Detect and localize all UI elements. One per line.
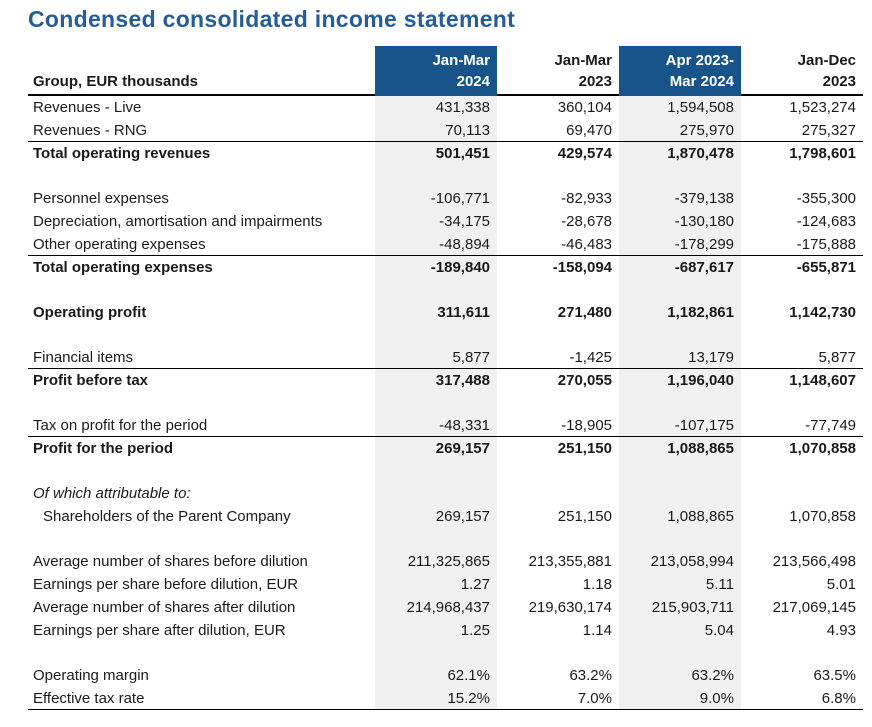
cell-jan-dec-2023: -655,871 [796, 259, 856, 276]
cell-jan-mar-2024: 269,157 [375, 505, 497, 528]
table-row [28, 392, 863, 414]
cell-jan-mar-2023: -18,905 [561, 416, 612, 434]
cell-jan-dec-2023 [741, 482, 863, 505]
cell-apr-2023-mar-2024: 275,970 [619, 119, 741, 141]
cell-jan-mar-2024: 214,968,437 [375, 596, 497, 619]
cell-apr-2023-mar-2024 [619, 392, 741, 414]
cell-apr-2023-mar-2024: 1,182,861 [619, 301, 741, 324]
column-header-line2: 2023 [578, 73, 612, 90]
cell-jan-dec-2023: 1,070,858 [789, 440, 856, 457]
cell-jan-dec-2023: -175,888 [796, 235, 856, 253]
cell-jan-mar-2023: 63.2% [569, 667, 612, 684]
table-row [28, 369, 863, 392]
cell-apr-2023-mar-2024: 1,088,865 [619, 437, 741, 460]
row-label [28, 528, 375, 550]
row-label: Revenues - Live [33, 99, 142, 116]
cell-jan-mar-2024: -106,771 [375, 187, 497, 210]
column-header-line2: 2023 [822, 73, 856, 90]
row-label: Profit for the period [33, 440, 173, 457]
table-row [28, 664, 863, 687]
cell-jan-mar-2024: 269,157 [375, 437, 497, 460]
row-label: Tax on profit for the period [33, 416, 208, 434]
cell-apr-2023-mar-2024: -379,138 [619, 187, 741, 210]
cell-jan-mar-2024: -34,175 [375, 210, 497, 233]
cell-jan-dec-2023 [741, 165, 863, 187]
column-header-jan-mar-2024 [375, 46, 497, 96]
row-label: Average number of shares before dilution [33, 553, 308, 570]
row-label: Revenues - RNG [33, 121, 148, 139]
cell-jan-mar-2024 [375, 279, 497, 301]
table-row [28, 142, 863, 165]
row-label: Total operating revenues [33, 145, 211, 162]
column-header-line1: Jan-Dec [797, 52, 856, 69]
row-label: Shareholders of the Parent Company [43, 508, 291, 525]
cell-apr-2023-mar-2024 [619, 642, 741, 664]
cell-jan-dec-2023: 6.8% [821, 689, 856, 707]
cell-jan-mar-2024: 317,488 [375, 369, 497, 392]
cell-jan-mar-2023 [497, 392, 619, 414]
cell-apr-2023-mar-2024 [619, 324, 741, 346]
row-label: Operating profit [33, 304, 147, 321]
cell-jan-mar-2023: 429,574 [557, 145, 612, 162]
cell-jan-dec-2023 [741, 324, 863, 346]
row-label [28, 279, 375, 301]
table-row [28, 437, 863, 460]
table-row [28, 687, 863, 710]
cell-apr-2023-mar-2024: 13,179 [619, 346, 741, 368]
corner-header-group-eur-thousands: Group, EUR thousands [33, 73, 198, 90]
cell-jan-mar-2024: 1.27 [375, 573, 497, 596]
cell-apr-2023-mar-2024 [619, 528, 741, 550]
row-label: Of which attributable to: [33, 485, 191, 502]
column-header-line1: Apr 2023- [665, 52, 734, 69]
table-row [28, 528, 863, 550]
table-row [28, 187, 863, 210]
cell-apr-2023-mar-2024: -687,617 [619, 256, 741, 279]
cell-jan-mar-2023: 69,470 [566, 121, 612, 139]
row-label: Average number of shares after dilution [33, 599, 296, 616]
row-label: Earnings per share after dilution, EUR [33, 622, 286, 639]
cell-jan-mar-2024 [375, 460, 497, 482]
cell-jan-mar-2024: 15.2% [375, 687, 497, 709]
cell-jan-mar-2023 [497, 324, 619, 346]
row-label [28, 392, 375, 414]
table-row [28, 596, 863, 619]
column-header-line1: Jan-Mar [432, 52, 490, 69]
cell-jan-dec-2023: 217,069,145 [772, 599, 856, 616]
table-row [28, 119, 863, 142]
row-label: Total operating expenses [33, 259, 213, 276]
cell-jan-mar-2024 [375, 165, 497, 187]
cell-apr-2023-mar-2024 [619, 279, 741, 301]
cell-jan-mar-2023: -158,094 [552, 259, 612, 276]
cell-jan-dec-2023: 5,877 [818, 348, 856, 366]
cell-apr-2023-mar-2024 [619, 460, 741, 482]
column-header-apr-2023-mar-2024 [619, 46, 741, 96]
cell-jan-mar-2024: -48,894 [375, 233, 497, 255]
cell-apr-2023-mar-2024: -178,299 [619, 233, 741, 255]
cell-jan-mar-2023: 1.18 [582, 576, 612, 593]
cell-jan-mar-2024: -48,331 [375, 414, 497, 436]
row-label: Other operating expenses [33, 235, 206, 253]
cell-jan-mar-2024 [375, 482, 497, 505]
row-label: Effective tax rate [33, 689, 145, 707]
table-row [28, 256, 863, 279]
cell-apr-2023-mar-2024: 5.04 [619, 619, 741, 642]
table-row [28, 301, 863, 324]
column-header-line1: Jan-Mar [554, 52, 612, 69]
cell-jan-mar-2024 [375, 392, 497, 414]
cell-jan-dec-2023 [741, 528, 863, 550]
cell-jan-mar-2023: 219,630,174 [528, 599, 612, 616]
row-label: Earnings per share before dilution, EUR [33, 576, 299, 593]
cell-jan-mar-2023: -46,483 [561, 235, 612, 253]
row-label [28, 324, 375, 346]
cell-jan-mar-2023: 251,150 [557, 440, 612, 457]
cell-apr-2023-mar-2024: -130,180 [619, 210, 741, 233]
table-row [28, 210, 863, 233]
cell-jan-dec-2023: 1,798,601 [789, 145, 856, 162]
row-label: Personnel expenses [33, 190, 169, 207]
column-header-jan-dec-2023 [741, 46, 863, 96]
cell-jan-mar-2024: -189,840 [375, 256, 497, 279]
cell-jan-dec-2023: 5.01 [826, 576, 856, 593]
cell-jan-mar-2024: 1.25 [375, 619, 497, 642]
cell-jan-dec-2023: -355,300 [796, 190, 856, 207]
row-label [28, 460, 375, 482]
row-label: Profit before tax [33, 372, 149, 389]
cell-jan-dec-2023 [741, 279, 863, 301]
row-label: Financial items [33, 348, 134, 366]
cell-jan-mar-2023 [497, 482, 619, 505]
cell-jan-dec-2023: 275,327 [801, 121, 856, 139]
cell-jan-mar-2024: 70,113 [375, 119, 497, 141]
cell-jan-mar-2023 [497, 165, 619, 187]
cell-jan-mar-2023: 7.0% [577, 689, 612, 707]
table-row [28, 233, 863, 256]
table-row [28, 619, 863, 642]
cell-jan-mar-2023 [497, 528, 619, 550]
cell-jan-mar-2024 [375, 324, 497, 346]
cell-jan-mar-2023: 213,355,881 [528, 553, 612, 570]
cell-apr-2023-mar-2024: 1,088,865 [619, 505, 741, 528]
table-row [28, 96, 863, 119]
cell-jan-mar-2024: 501,451 [375, 142, 497, 165]
page-title: Condensed consolidated income statement [28, 6, 516, 32]
cell-jan-dec-2023 [741, 392, 863, 414]
table-row [28, 460, 863, 482]
cell-apr-2023-mar-2024: 213,058,994 [619, 550, 741, 573]
cell-jan-mar-2023: -1,425 [569, 348, 612, 366]
cell-jan-mar-2023: 360,104 [557, 99, 612, 116]
table-row [28, 550, 863, 573]
column-header-line2: 2024 [456, 73, 490, 90]
row-label [28, 165, 375, 187]
cell-apr-2023-mar-2024: 63.2% [619, 664, 741, 687]
cell-apr-2023-mar-2024: 5.11 [619, 573, 741, 596]
cell-apr-2023-mar-2024: -107,175 [619, 414, 741, 436]
table-row [28, 414, 863, 437]
table-row [28, 279, 863, 301]
cell-jan-mar-2023 [497, 279, 619, 301]
cell-apr-2023-mar-2024: 1,870,478 [619, 142, 741, 165]
cell-jan-dec-2023: 4.93 [826, 622, 856, 639]
cell-jan-mar-2023 [497, 642, 619, 664]
cell-jan-mar-2023: 1.14 [582, 622, 612, 639]
cell-apr-2023-mar-2024: 1,594,508 [619, 96, 741, 119]
cell-jan-mar-2023: 270,055 [557, 372, 612, 389]
table-body [28, 96, 863, 710]
cell-jan-mar-2024 [375, 528, 497, 550]
row-label [28, 642, 375, 664]
cell-jan-mar-2024: 311,611 [375, 301, 497, 324]
cell-jan-dec-2023: 1,148,607 [789, 372, 856, 389]
cell-jan-mar-2023: -82,933 [561, 190, 612, 207]
cell-jan-mar-2024: 211,325,865 [375, 550, 497, 573]
cell-jan-dec-2023: -124,683 [796, 213, 856, 230]
column-header-jan-mar-2023 [497, 46, 619, 96]
cell-apr-2023-mar-2024 [619, 482, 741, 505]
cell-jan-dec-2023: 213,566,498 [772, 553, 856, 570]
cell-jan-dec-2023 [741, 460, 863, 482]
cell-jan-dec-2023: 1,070,858 [789, 508, 856, 525]
cell-jan-mar-2023: 251,150 [557, 508, 612, 525]
row-label: Depreciation, amortisation and impairments [33, 213, 323, 230]
cell-jan-mar-2023 [497, 460, 619, 482]
cell-jan-mar-2023: 271,480 [557, 304, 612, 321]
table-row [28, 346, 863, 369]
cell-apr-2023-mar-2024: 1,196,040 [619, 369, 741, 392]
cell-jan-dec-2023: -77,749 [805, 416, 856, 434]
cell-jan-dec-2023: 63.5% [813, 667, 856, 684]
row-label: Operating margin [33, 667, 149, 684]
table-row [28, 505, 863, 528]
table-row [28, 324, 863, 346]
table-row [28, 165, 863, 187]
cell-jan-mar-2024: 5,877 [375, 346, 497, 368]
table-row [28, 642, 863, 664]
cell-apr-2023-mar-2024: 215,903,711 [619, 596, 741, 619]
cell-jan-dec-2023: 1,523,274 [789, 99, 856, 116]
cell-jan-dec-2023 [741, 642, 863, 664]
cell-jan-mar-2024: 62.1% [375, 664, 497, 687]
cell-jan-dec-2023: 1,142,730 [789, 304, 856, 321]
table-row [28, 482, 863, 505]
column-header-line2: Mar 2024 [669, 73, 734, 90]
cell-apr-2023-mar-2024 [619, 165, 741, 187]
cell-jan-mar-2024 [375, 642, 497, 664]
table-header-row [28, 46, 863, 96]
cell-jan-mar-2023: -28,678 [561, 213, 612, 230]
cell-jan-mar-2024: 431,338 [375, 96, 497, 119]
cell-apr-2023-mar-2024: 9.0% [619, 687, 741, 709]
table-row [28, 573, 863, 596]
income-statement-table [28, 46, 863, 710]
